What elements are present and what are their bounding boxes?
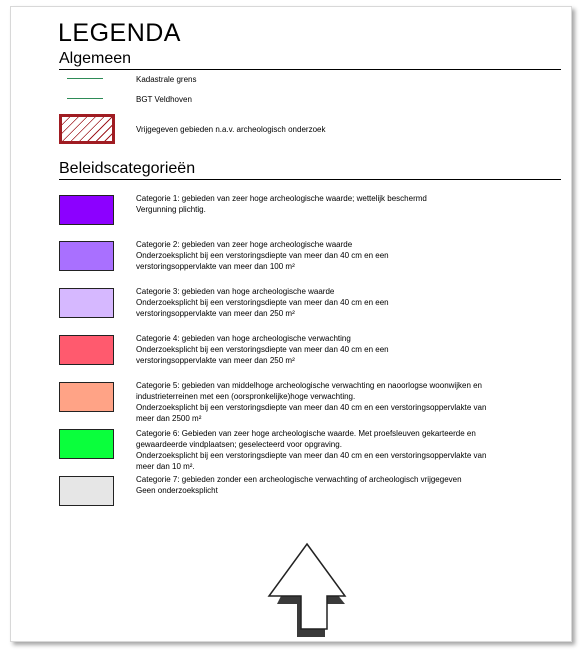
released-area-hatch-symbol xyxy=(59,114,115,144)
category-5-text: Categorie 5: gebieden van middelhoge archeologische verwachting en naoorlogse woonwijken en industrieterreinen met een (oorspronkelijke)hoge verwachting. Onderzoeksplicht bij een verstoringsdiepte van meer dan 40 cm en een verstoringsoppervlakte van meer dan 2500 m² xyxy=(136,381,487,423)
category-1-text: Categorie 1: gebieden van zeer hoge archeologische waarde; wettelijk beschermd Vergunning plichtig. xyxy=(136,194,427,214)
category-5-swatch xyxy=(59,382,114,412)
category-2-text: Categorie 2: gebieden van zeer hoge archeologische waarde Onderzoeksplicht bij een verstoringsdiepte van meer dan 40 cm en een verstoringsoppervlakte van meer dan 100 m² xyxy=(136,240,389,271)
legend-label-bgt-veldhoven: BGT Veldhoven xyxy=(136,95,192,104)
category-3-text: Categorie 3: gebieden van hoge archeologische waarde Onderzoeksplicht bij een verstoringsdiepte van meer dan 40 cm en een verstoringsoppervlakte van meer dan 250 m² xyxy=(136,287,389,318)
north-arrow-icon xyxy=(261,542,351,637)
legend-label-cadastral-boundary: Kadastrale grens xyxy=(136,75,197,84)
legend-title: LEGENDA xyxy=(58,19,181,47)
category-6-text: Categorie 6: Gebieden van zeer hoge archeologische waarde. Met proefsleuven gekarteerde en gewaardeerde vindplaatsen; geselecteerd voor opgraving. Onderzoeksplicht bij een verstoringsdiepte van meer dan 40 cm en een verstoringsoppervlakte van meer dan 10 m². xyxy=(136,429,487,471)
category-4-swatch xyxy=(59,335,114,365)
section-heading-general: Algemeen xyxy=(59,50,561,70)
category-3-swatch xyxy=(59,288,114,318)
category-7-text: Categorie 7: gebieden zonder een archeologische verwachting of archeologisch vrijgegeven Geen onderzoeksplicht xyxy=(136,475,462,495)
cadastral-boundary-line-symbol xyxy=(67,78,103,79)
section-heading-policy-categories: Beleidscategorieën xyxy=(59,160,561,180)
category-1-swatch xyxy=(59,195,114,225)
legend-label-released-areas: Vrijgegeven gebieden n.a.v. archeologisch onderzoek xyxy=(136,125,326,134)
category-4-text: Categorie 4: gebieden van hoge archeologische verwachting Onderzoeksplicht bij een verstoringsdiepte van meer dan 40 cm en een verstoringsoppervlakte van meer dan 250 m² xyxy=(136,334,389,365)
category-7-swatch xyxy=(59,476,114,506)
category-6-swatch xyxy=(59,429,114,459)
bgt-veldhoven-line-symbol xyxy=(67,98,103,99)
legend-page xyxy=(10,6,572,642)
category-2-swatch xyxy=(59,241,114,271)
